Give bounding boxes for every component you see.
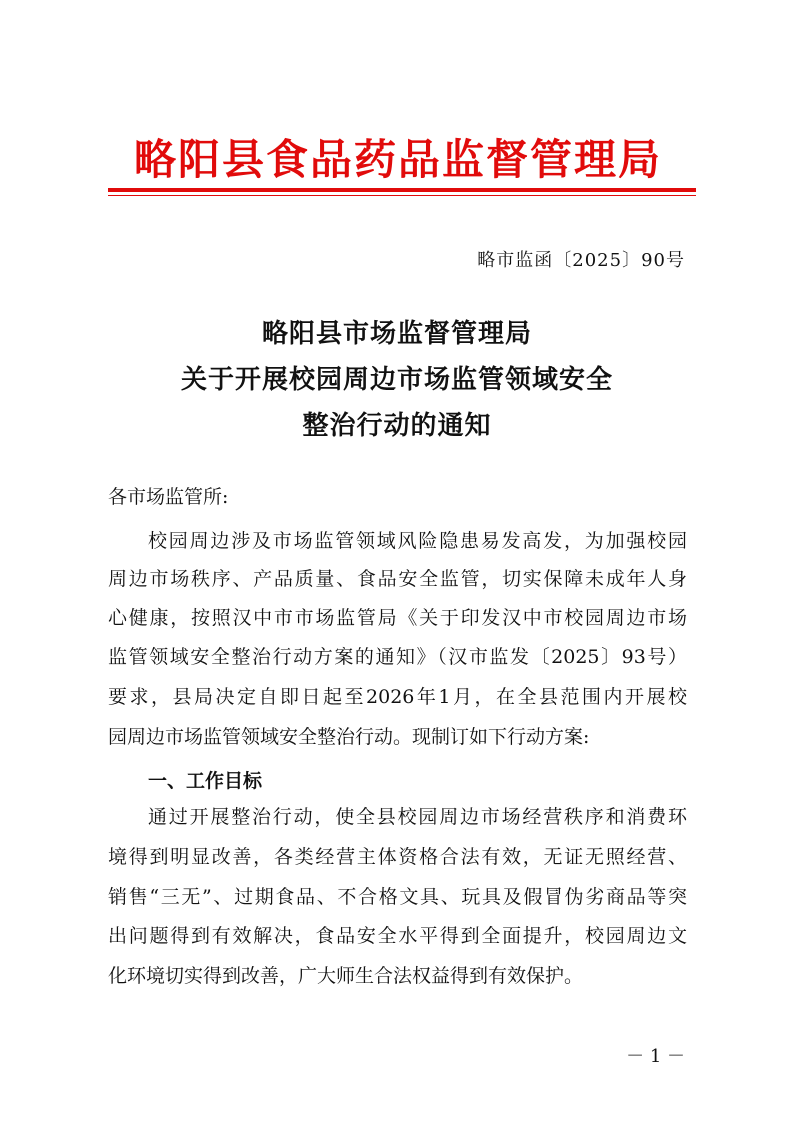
intro-line: 周边市场秩序、产品质量、食品安全监管，切实保障未成年人身 — [108, 568, 687, 590]
section-line: 境得到明显改善，各类经营主体资格合法有效，无证无照经营、 — [108, 846, 687, 868]
intro-line: 要求，县局决定自即日起至2026年1月，在全县范围内开展校 — [108, 686, 687, 708]
section-heading: 一、工作目标 — [148, 770, 263, 792]
masthead-title: 略阳县食品药品监督管理局 — [133, 135, 662, 184]
intro-line: 园周边市场监管领域安全整治行动。现制订如下行动方案: — [108, 726, 590, 748]
section-line: 通过开展整治行动，使全县校园周边市场经营秩序和消费环 — [148, 806, 687, 828]
document-title-line-2: 关于开展校园周边市场监管领域安全 — [180, 365, 613, 395]
intro-line: 校园周边涉及市场监管领域风险隐患易发高发，为加强校园 — [148, 530, 687, 552]
intro-line: 心健康，按照汉中市市场监管局《关于印发汉中市校园周边市场 — [108, 607, 687, 629]
section-line: 出问题得到有效解决，食品安全水平得到全面提升，校园周边文 — [108, 925, 687, 947]
document-title-line-1: 略阳县市场监督管理局 — [261, 319, 532, 349]
salutation: 各市场监管所: — [108, 486, 229, 508]
document-title-line-3: 整治行动的通知 — [302, 411, 492, 441]
section-line: 销售“三无”、过期食品、不合格文具、玩具及假冒伪劣商品等突 — [108, 886, 687, 908]
intro-line: 监管领域安全整治行动方案的通知》（汉市监发〔2025〕93号） — [108, 646, 687, 668]
masthead-rule-thick — [108, 188, 696, 192]
document-number: 略市监函〔2025〕90号 — [477, 250, 685, 271]
section-line: 化环境切实得到改善，广大师生合法权益得到有效保护。 — [108, 965, 584, 987]
masthead-rule-thin — [108, 195, 696, 196]
page-number: － 1 － — [626, 1046, 685, 1067]
